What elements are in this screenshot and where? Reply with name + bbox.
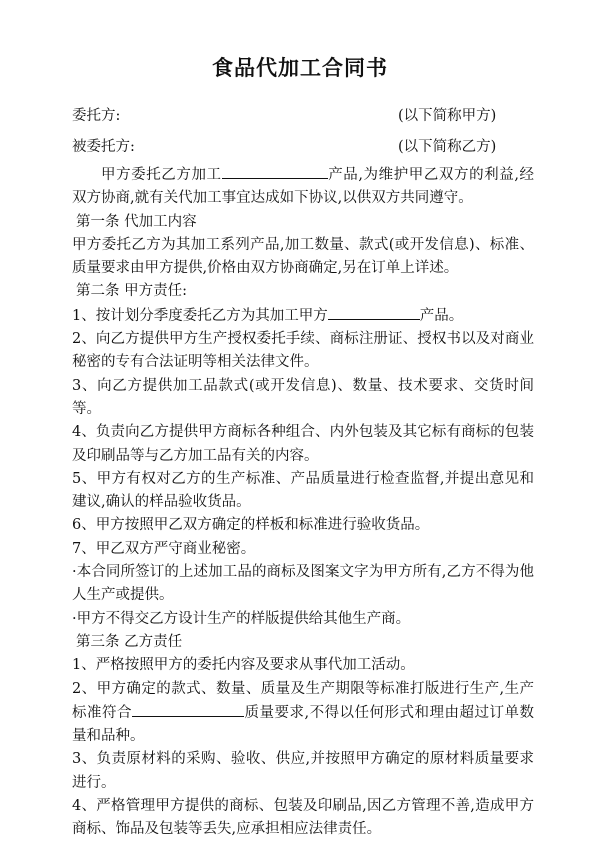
article3-item3: 3、负责原材料的采购、验收、供应,并按照甲方确定的原材料质量要求进行。 xyxy=(72,751,534,791)
contractor-party-note: (以下简称乙方) xyxy=(398,139,497,155)
intro-paragraph xyxy=(72,163,534,211)
article2-bullet1: ·本合同所签订的上述加工品的商标及图案文字为甲方所有,乙方不得为他人生产或提供。 xyxy=(72,564,534,604)
article2-item3: 3、向乙方提供加工品款式(或开发信息)、数量、技术要求、交货时间等。 xyxy=(72,377,534,417)
article3-item2-part1: 2、甲方确定的款式、数量、质量及生产期限等标准打版进行生产,生产标准符合 xyxy=(72,680,534,721)
article3-heading: 第三条 乙方责任 xyxy=(76,633,183,650)
article2-item1-part1: 1、按计划分季度委托乙方为其加工甲方 xyxy=(72,307,328,324)
client-party-label: 委托方: xyxy=(72,108,121,124)
article2-item4: 4、负责向乙方提供甲方商标各种组合、内外包装及其它标有商标的包装及印刷品等与乙方加工品有关的内容。 xyxy=(72,424,534,464)
document-title: 食品代加工合同书 xyxy=(212,55,388,80)
intro-text-part1: 甲方委托乙方加工 xyxy=(101,167,222,183)
product-name-blank[interactable] xyxy=(222,163,328,179)
contract-body xyxy=(72,163,534,842)
client-party-note: (以下简称甲方) xyxy=(398,108,497,124)
article2-bullet2: ·甲方不得交乙方设计生产的样版提供给其他生产商。 xyxy=(72,610,411,627)
article3-item4: 4、严格管理甲方提供的商标、包装及印刷品,因乙方管理不善,造成甲方商标、饰品及包装等丢失,应承担相应法律责任。 xyxy=(72,798,534,838)
article2-item1-part2: 产品。 xyxy=(419,307,464,324)
intro-text-part2: 产品,为维护甲乙双方的利益,经双方协商,就有关代加工事宜达成如下协议,以供双方共同遵守。 xyxy=(72,167,535,207)
quality-standard-blank[interactable] xyxy=(132,701,244,717)
article3-item2 xyxy=(72,678,534,749)
article1-heading: 第一条 代加工内容 xyxy=(76,213,197,230)
contractor-party-label: 被委托方: xyxy=(72,139,135,155)
article3-item2-part2: 质量要求,不得以任何形式和理由超过订单数量和品种。 xyxy=(72,704,535,745)
product-blank[interactable] xyxy=(328,304,420,320)
article2-item7: 7、甲乙双方严守商业秘密。 xyxy=(72,540,256,557)
article2-item1 xyxy=(72,304,534,328)
article2-item2: 2、向乙方提供甲方生产授权委托手续、商标注册证、授权书以及对商业秘密的专有合法证明等相关法律文件。 xyxy=(72,331,534,371)
article2-heading: 第二条 甲方责任: xyxy=(76,283,187,300)
article2-item6: 6、甲方按照甲乙双方确定的样板和标准进行验收货品。 xyxy=(72,517,430,534)
article3-item1: 1、严格按照甲方的委托内容及要求从事代加工活动。 xyxy=(72,657,415,674)
article2-item5: 5、甲方有权对乙方的生产标准、产品质量进行检查监督,并提出意见和建议,确认的样品验收货品。 xyxy=(72,470,534,511)
article1-text: 甲方委托乙方为其加工系列产品,加工数量、款式(或开发信息)、标准、质量要求由甲方提供,价格由双方协商确定,另在订单上详述。 xyxy=(72,236,534,277)
